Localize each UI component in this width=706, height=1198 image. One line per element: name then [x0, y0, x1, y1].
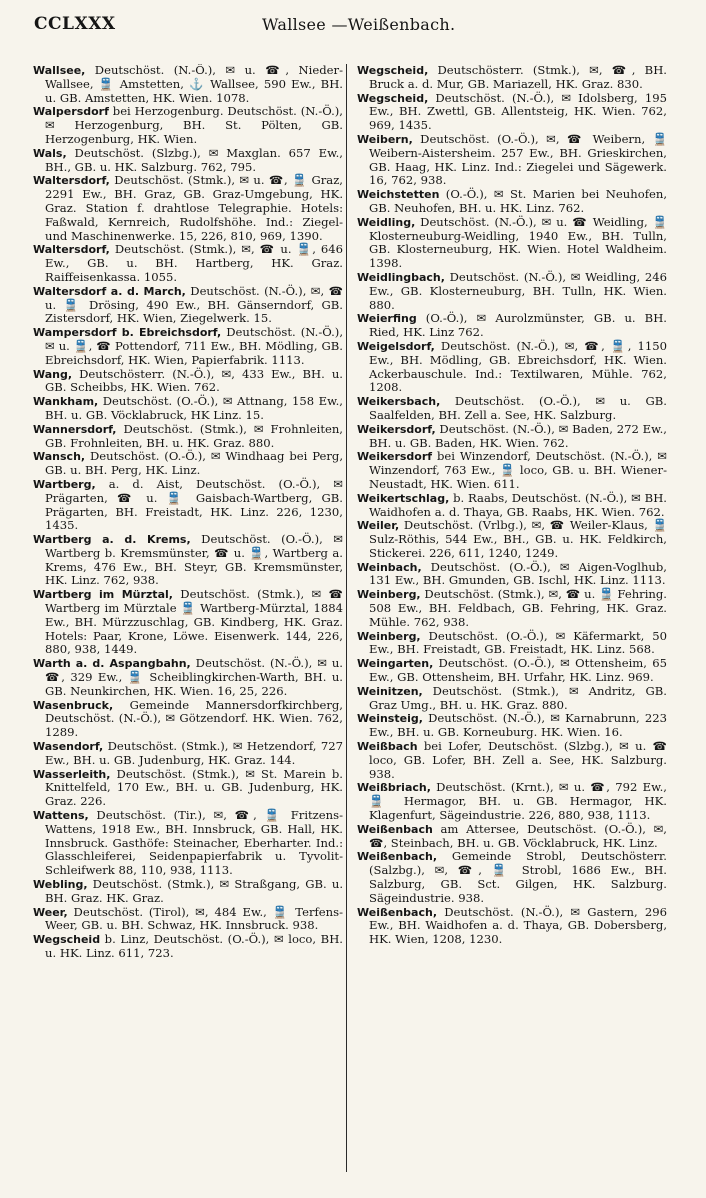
entry-text: Deutschöst. (N.-Ö.), ✉ u. ☎, Nieder-Wallsee, 🚆 Amstetten, ⚓ Wallsee, 590 Ew., BH. u. GB. Amstetten, HK. Wien. 1078.	[45, 64, 343, 105]
gazetteer-entry	[33, 326, 343, 367]
entry-headword: Wattens,	[33, 809, 89, 823]
entry-text: Deutschöst. (O.-Ö.), ✉, ☎ Weibern, 🚆 Weibern-Aistersheim. 257 Ew., BH. Grieskirchen, GB. Haag, HK. Linz. Ind.: Ziegelei und Sägewerk. 16, 762, 938.	[369, 131, 667, 188]
entry-text: Deutschöst. (N.-Ö.), ✉, ☎ u. 🚆 Drösing, 490 Ew., BH. Gänserndorf, GB. Zistersdorf, HK. Wien, Ziegelwerk. 15.	[45, 283, 343, 326]
entry-headword: Weichstetten	[357, 188, 440, 202]
gazetteer-entry	[357, 92, 667, 133]
entry-text: Deutschöst. (N.-Ö.), ✉ u. ☎ Weidling, 🚆 Klosterneuburg-Weidling, 1940 Ew., BH. Tulln, GB. Klosterneuburg, HK. Wien. Hotel Waldheim. 1398.	[369, 214, 667, 271]
gazetteer-entry	[357, 395, 667, 423]
gazetteer-entry	[33, 588, 343, 657]
gazetteer-entry	[357, 423, 667, 451]
entry-text: Deutschöst. (Stmk.), ✉ ☎ Wartberg im Mürztale 🚆 Wartberg-Mürztal, 1884 Ew., BH. Mürzzuschlag, GB. Kindberg, HK. Graz. Hotels: Paar, Krone, Löwe. Eisenwerk. 144, 226, 880, 938, 1449.	[45, 587, 343, 657]
entry-text: Deutschöst. (Vrlbg.), ✉, ☎ Weiler-Klaus, 🚆 Sulz-Röthis, 544 Ew., BH., GB. u. HK. Feldkirch, Stickerei. 226, 611, 1240, 1249.	[369, 518, 667, 560]
entry-headword: Weidling,	[357, 215, 416, 229]
gazetteer-entry	[357, 133, 667, 188]
gazetteer-entry	[357, 850, 667, 905]
entry-headword: Weingarten,	[357, 657, 434, 671]
running-head: Wallsee —Weißenbach.	[262, 15, 456, 34]
entry-text: Deutschöst. (O.-Ö.), ✉ Attnang, 158 Ew., BH. u. GB. Vöcklabruck, HK Linz. 15.	[45, 394, 343, 422]
gazetteer-entry	[33, 740, 343, 768]
entry-text: b. Raabs, Deutschöst. (N.-Ö.), ✉ BH. Waidhofen a. d. Thaya, GB. Raabs, HK. Wien. 762.	[369, 490, 667, 519]
gazetteer-entry	[33, 450, 343, 478]
gazetteer-entry	[357, 340, 667, 395]
gazetteer-entry	[357, 906, 667, 947]
gazetteer-entry	[33, 478, 343, 533]
entry-headword: Wartberg a. d. Krems,	[33, 533, 191, 547]
entry-headword: Weierfing	[357, 312, 417, 326]
entry-text: Deutschöst. (N.-Ö.), ✉ Karnabrunn, 223 Ew., BH. u. GB. Korneuburg. HK. Wien. 16.	[369, 711, 667, 740]
gazetteer-entry	[33, 368, 343, 396]
entry-text: Deutschöst. (N.-Ö.), ✉, ☎, 🚆, 1150 Ew., BH. Mödling, GB. Ebreichsdorf, HK. Wien. Ackerbauschule. Ind.: Textilwaren, Mühle. 762, 1208.	[369, 338, 667, 395]
gazetteer-entry	[33, 423, 343, 451]
gazetteer-entry	[357, 64, 667, 92]
gazetteer-entry	[33, 64, 343, 105]
entry-headword: Wang,	[33, 367, 73, 381]
entry-headword: Weißenbach	[357, 822, 433, 836]
entry-headword: Wankham,	[33, 395, 99, 409]
gazetteer-entry	[33, 809, 343, 878]
gazetteer-entry	[357, 216, 667, 271]
page-header	[0, 0, 706, 42]
entry-text: (O.-Ö.), ✉ Aurolzmünster, GB. u. BH. Ried, HK. Linz 762.	[369, 311, 667, 340]
entry-headword: Wasendorf,	[33, 740, 104, 754]
entry-text: Deutschöst. (O.-Ö.), ✉ Käfermarkt, 50 Ew., BH. Freistadt, GB. Freistadt, HK. Linz. 568.	[369, 628, 667, 657]
entry-text: Deutschöst. (Stmk.), ✉, ☎ u. 🚆, 646 Ew., GB. u. BH. Hartberg, HK. Graz. Raiffeisenkassa. 1055.	[45, 242, 343, 284]
gazetteer-entry	[357, 630, 667, 658]
entry-text: Deutschöst. (O.-Ö.), ✉ Aigen-Voglhub, 131 Ew., BH. Gmunden, GB. Ischl, HK. Linz. 1113.	[369, 559, 667, 588]
entry-text: Deutschöst. (Tirol), ✉, 484 Ew., 🚆 Terfens-Weer, GB. u. BH. Schwaz, HK. Innsbruck. 938.	[45, 904, 343, 933]
gazetteer-entry	[33, 105, 343, 146]
gazetteer-entry	[33, 174, 343, 243]
gazetteer-entry	[357, 450, 667, 491]
entry-headword: Weer,	[33, 905, 68, 919]
entry-text: Deutschöst. (O.-Ö.), ✉ u. GB. Saalfelden, BH. Zell a. See, HK. Salzburg.	[369, 394, 667, 422]
entry-text: bei Lofer, Deutschöst. (Slzbg.), ✉ u. ☎ loco, GB. Lofer, BH. Zell a. See, HK. Salzburg. 938.	[369, 739, 667, 781]
entry-headword: Weikersdorf	[357, 450, 433, 464]
entry-text: Deutschöst. (N.-Ö.), ✉ u. 🚆, ☎ Pottendorf, 711 Ew., BH. Mödling, GB. Ebreichsdorf, HK. Wien, Papierfabrik. 1113.	[45, 325, 343, 367]
entry-headword: Weißbriach,	[357, 781, 431, 795]
gazetteer-entry	[357, 740, 667, 781]
entry-headword: Wegscheid,	[357, 64, 429, 77]
entry-text: bei Winzendorf, Deutschöst. (N.-Ö.), ✉ Winzendorf, 763 Ew., 🚆 loco, GB. u. BH. Wiener-Neustadt, HK. Wien. 611.	[369, 449, 667, 491]
gazetteer-entry	[33, 395, 343, 423]
entry-headword: Waltersdorf,	[33, 243, 110, 257]
entry-text: Deutschöst. (Stmk.), ✉ u. ☎, 🚆 Graz, 2291 Ew., BH. Graz, GB. Graz-Umgebung, HK. Graz. Station f. drahtlose Telegraphie. Hotels: Faßwald, Kernreich, Rudolfshöhe. Ind.: Ziegel- und Maschinenwerke. 15, 226, 810, 969, 1390.	[45, 173, 343, 243]
entry-headword: Weikersdorf,	[357, 422, 436, 436]
gazetteer-entry	[33, 699, 343, 740]
gazetteer-entry	[33, 243, 343, 284]
entry-text: Deutschöst. (O.-Ö.), ✉ Wartberg b. Kremsmünster, ☎ u. 🚆, Wartberg a. Krems, 476 Ew., BH. Steyr, GB. Kremsmünster, HK. Linz. 762, 938.	[45, 532, 343, 588]
entry-headword: Wartberg im Mürztal,	[33, 588, 173, 602]
entry-text: Deutschösterr. (Stmk.), ✉, ☎, BH. Bruck a. d. Mur, GB. Mariazell, HK. Graz. 830.	[369, 64, 667, 91]
entry-text: Deutschöst. (Stmk.), ✉ Andritz, GB. Graz Umg., BH. u. HK. Graz. 880.	[369, 683, 667, 712]
entry-headword: Wegscheid	[33, 933, 101, 947]
gazetteer-entry	[357, 685, 667, 713]
entry-headword: Walpersdorf	[33, 105, 109, 119]
entry-headword: Weinberg,	[357, 629, 421, 643]
gazetteer-entry	[357, 823, 667, 851]
entry-text: Deutschöst. (N.-Ö.), ✉ Gastern, 296 Ew., BH. Waidhofen a. d. Thaya, GB. Dobersberg, HK. Wien, 1208, 1230.	[369, 904, 667, 947]
entry-headword: Wannersdorf,	[33, 422, 117, 436]
entry-text: Deutschöst. (Stmk.), ✉ Straßgang, GB. u. BH. Graz. HK. Graz.	[45, 877, 343, 905]
gazetteer-entry	[357, 657, 667, 685]
left-column	[33, 64, 343, 961]
entry-text: Deutschöst. (O.-Ö.), ✉ Ottensheim, 65 Ew., GB. Ottensheim, BH. Urfahr, HK. Linz. 969.	[369, 656, 667, 685]
entry-headword: Weidlingbach,	[357, 270, 445, 284]
gazetteer-entry	[357, 312, 667, 340]
entry-text: Deutschöst. (Stmk.), ✉ Hetzendorf, 727 Ew., BH. u. GB. Judenburg, HK. Graz. 144.	[45, 739, 343, 767]
entry-headword: Weikertschlag,	[357, 491, 450, 505]
gazetteer-entry	[33, 878, 343, 906]
entry-headword: Wartberg,	[33, 477, 96, 491]
entry-text: Gemeinde Strobl, Deutschösterr. (Salzbg.), ✉, ☎, 🚆 Strobl, 1686 Ew., BH. Salzburg, GB. Sct. Gilgen, HK. Salzburg. Sägeindustrie. 938.	[369, 849, 667, 905]
gazetteer-entry	[357, 188, 667, 216]
entry-text: am Attersee, Deutschöst. (O.-Ö.), ✉, ☎, Steinbach, BH. u. GB. Vöcklabruck, HK. Linz.	[369, 821, 667, 850]
entry-headword: Warth a. d. Aspangbahn,	[33, 657, 191, 671]
entry-text: Deutschöst. (Krnt.), ✉ u. ☎, 792 Ew., 🚆 Hermagor, BH. u. GB. Hermagor, HK. Klagenfurt, Sägeindustrie. 226, 880, 938, 1113.	[369, 780, 667, 823]
gazetteer-entry	[357, 712, 667, 740]
entry-headword: Webling,	[33, 878, 88, 892]
entry-headword: Weikersbach,	[357, 395, 441, 409]
entry-text: Deutschöst. (Slzbg.), ✉ Maxglan. 657 Ew., BH., GB. u. HK. Salzburg. 762, 795.	[45, 145, 343, 174]
entry-headword: Weinbach,	[357, 560, 422, 574]
entry-text: Gemeinde Mannersdorfkirchberg, Deutschöst. (N.-Ö.), ✉ Götzendorf. HK. Wien. 762, 1289.	[45, 697, 343, 740]
column-divider	[346, 64, 347, 1172]
gazetteer-entry	[33, 933, 343, 961]
entry-headword: Weigelsdorf,	[357, 339, 435, 353]
right-column	[357, 64, 667, 947]
entry-headword: Weißenbach,	[357, 905, 438, 919]
gazetteer-entry	[33, 147, 343, 175]
gazetteer-entry	[357, 781, 667, 822]
gazetteer-entry	[357, 271, 667, 312]
entry-headword: Weißbach	[357, 740, 418, 754]
entry-headword: Wampersdorf b. Ebreichsdorf,	[33, 326, 222, 340]
entry-text: Deutschöst. (N.-Ö.), ✉ u. ☎, 329 Ew., 🚆 Scheiblingkirchen-Warth, BH. u. GB. Neunkirchen, HK. Wien. 16, 25, 226.	[45, 656, 343, 698]
entry-headword: Wasenbruck,	[33, 698, 114, 712]
gazetteer-entry	[33, 657, 343, 698]
entry-text: a. d. Aist, Deutschöst. (O.-Ö.), ✉ Prägarten, ☎ u. 🚆 Gaisbach-Wartberg, GB. Prägarten, BH. Freistadt, HK. Linz. 226, 1230, 1435.	[45, 476, 343, 533]
entry-headword: Wals,	[33, 146, 67, 160]
entry-headword: Weinberg,	[357, 588, 421, 602]
gazetteer-entry	[357, 561, 667, 589]
gazetteer-entry	[33, 768, 343, 809]
entry-text: Deutschösterr. (N.-Ö.), ✉, 433 Ew., BH. u. GB. Scheibbs, HK. Wien. 762.	[45, 366, 343, 395]
entry-text: (O.-Ö.), ✉ St. Marien bei Neuhofen, GB. Neuhofen, BH. u. HK. Linz. 762.	[369, 187, 667, 215]
entry-headword: Weinsteig,	[357, 712, 423, 726]
entry-headword: Waltersdorf,	[33, 174, 110, 188]
entry-text: b. Linz, Deutschöst. (O.-Ö.), ✉ loco, BH. u. HK. Linz. 611, 723.	[45, 932, 343, 960]
entry-text: Deutschöst. (O.-Ö.), ✉ Windhaag bei Perg, GB. u. BH. Perg, HK. Linz.	[45, 449, 343, 478]
entry-text: Deutschöst. (N.-Ö.), ✉ Idolsberg, 195 Ew., BH. Zwettl, GB. Allentsteig, HK. Wien. 762, 969, 1435.	[369, 90, 667, 133]
entry-text: bei Herzogenburg. Deutschöst. (N.-Ö.), ✉ Herzogenburg, BH. St. Pölten, GB. Herzogenburg, HK. Wien.	[45, 104, 343, 146]
entry-headword: Weibern,	[357, 132, 413, 146]
gazetteer-entry	[33, 533, 343, 588]
entry-headword: Weinitzen,	[357, 684, 423, 698]
entry-text: Deutschöst. (Tir.), ✉, ☎, 🚆 Fritzens-Wattens, 1918 Ew., BH. Innsbruck, GB. Hall, HK. Innsbruck. Gasthöfe: Steinacher, Eberharter. Ind.: Glasschleiferei, Seidenpapierfabrik u. Tyvolit-Schleifwerk 88, 110, 938, 1113.	[45, 808, 343, 878]
entry-headword: Weiler,	[357, 519, 400, 533]
entry-text: Deutschöst. (Stmk.), ✉ Frohnleiten, GB. Frohnleiten, BH. u. HK. Graz. 880.	[45, 421, 343, 450]
gazetteer-entry	[357, 492, 667, 520]
gazetteer-entry	[357, 519, 667, 560]
entry-headword: Wegscheid,	[357, 91, 429, 105]
page-number: CCLXXX	[34, 14, 116, 34]
entry-text: Deutschöst. (Stmk.), ✉ St. Marein b. Knittelfeld, 170 Ew., BH. u. GB. Judenburg, HK. Graz. 226.	[45, 766, 343, 809]
entry-headword: Wallsee,	[33, 64, 86, 77]
gazetteer-entry	[357, 588, 667, 629]
entry-text: Deutschöst. (N.-Ö.), ✉ Baden, 272 Ew., BH. u. GB. Baden, HK. Wien. 762.	[369, 421, 667, 450]
gazetteer-entry	[33, 906, 343, 934]
entry-headword: Weißenbach,	[357, 850, 438, 864]
entry-text: Deutschöst. (N.-Ö.), ✉ Weidling, 246 Ew., GB. Klosterneuburg, BH. Tulln, HK. Wien. 880.	[369, 269, 667, 312]
entry-headword: Waltersdorf a. d. March,	[33, 284, 186, 298]
gazetteer-entry	[33, 285, 343, 326]
entry-headword: Wasserleith,	[33, 767, 111, 781]
entry-headword: Wansch,	[33, 450, 86, 464]
entry-text: Deutschöst. (Stmk.), ✉, ☎ u. 🚆 Fehring. 508 Ew., BH. Feldbach, GB. Fehring, HK. Graz. Mühle. 762, 938.	[369, 587, 667, 629]
